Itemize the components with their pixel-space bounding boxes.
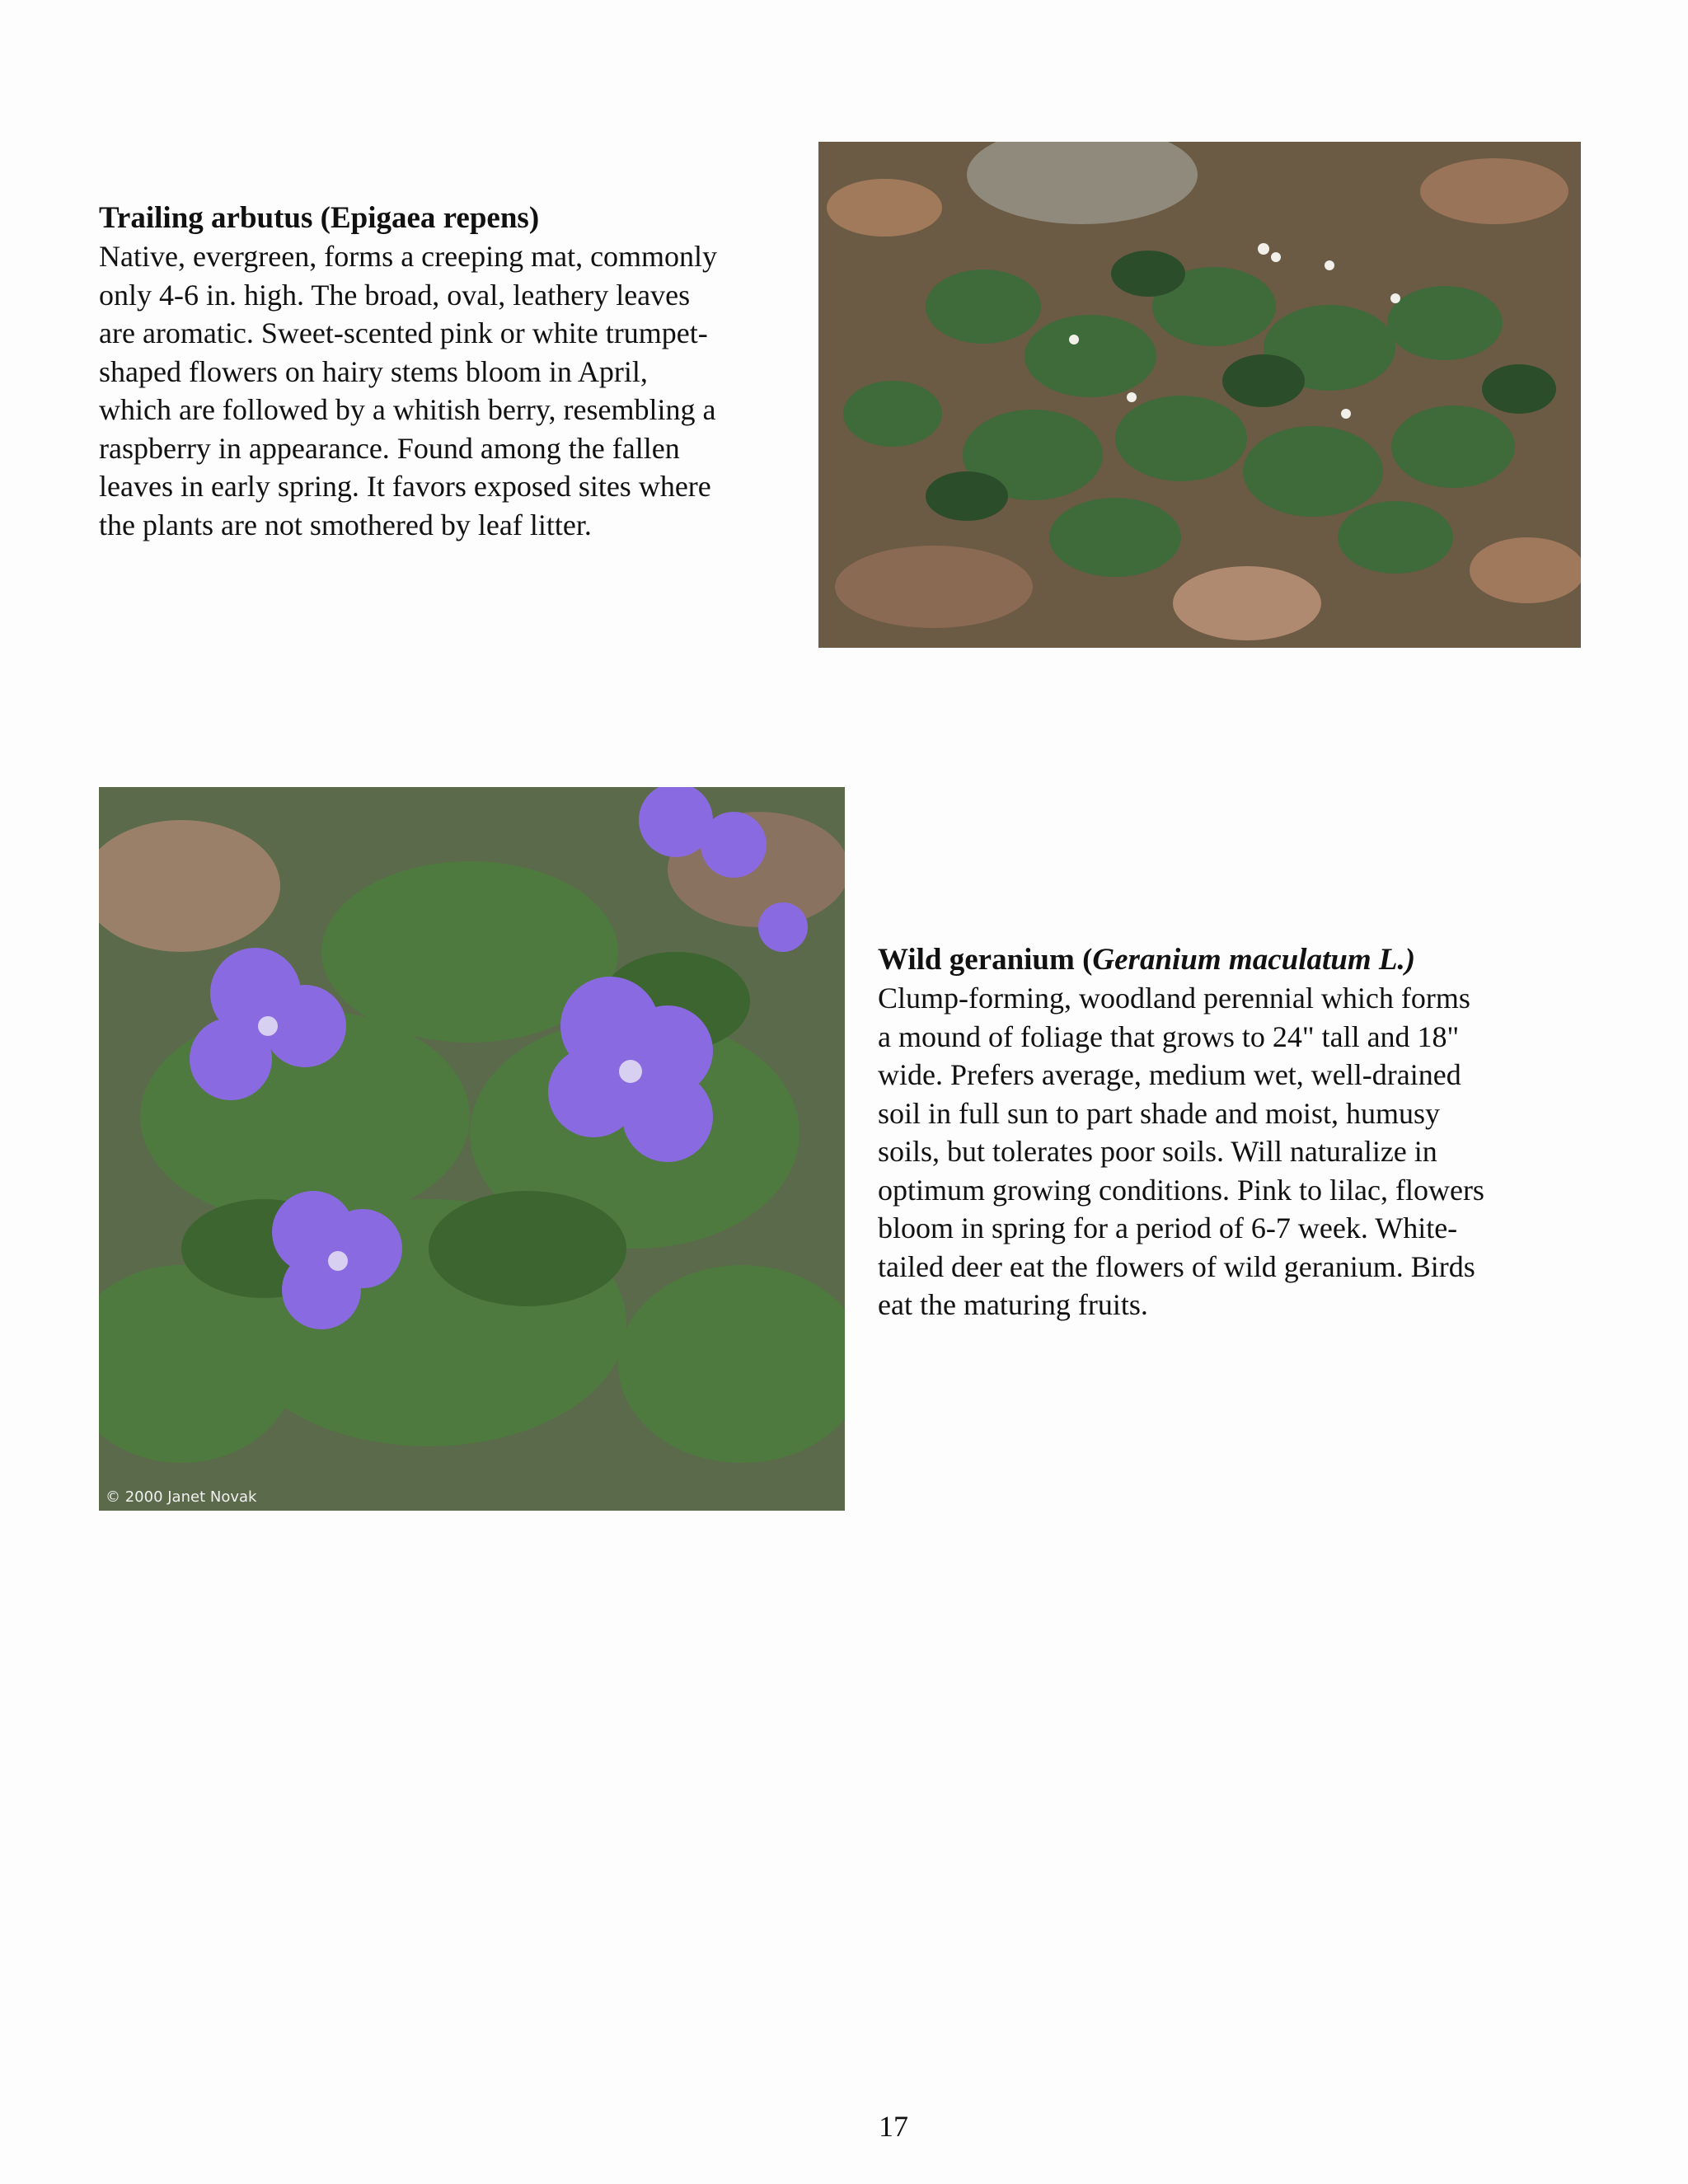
entry-title: Trailing arbutus (Epigaea repens) — [99, 201, 540, 235]
trailing-arbutus-photo — [818, 142, 1581, 648]
description-line: Native, evergreen, forms a creeping mat, commonly — [99, 240, 718, 273]
description-line: leaves in early spring. It favors exposed sites where — [99, 470, 711, 503]
entry-title-common: Wild geranium ( — [878, 943, 1093, 977]
entry-wild-geranium — [878, 941, 1587, 1324]
entry-trailing-arbutus — [99, 199, 799, 544]
description-line: only 4-6 in. high. The broad, oval, leathery leaves — [99, 278, 691, 312]
description-line: soils, but tolerates poor soils. Will naturalize in — [878, 1135, 1437, 1168]
description-line: eat the maturing fruits. — [878, 1288, 1148, 1321]
photo-credit: © 2000 Janet Novak — [106, 1488, 257, 1506]
page-number: 17 — [879, 2110, 908, 2143]
entry-description — [99, 237, 799, 544]
entry-title-scientific: Geranium maculatum L.) — [1092, 943, 1416, 977]
description-line: wide. Prefers average, medium wet, well-drained — [878, 1058, 1461, 1091]
description-line: are aromatic. Sweet-scented pink or white trumpet- — [99, 316, 708, 349]
description-line: the plants are not smothered by leaf litter. — [99, 508, 592, 541]
description-line: which are followed by a whitish berry, resembling a — [99, 393, 716, 426]
entry-title — [878, 941, 1587, 979]
description-line: soil in full sun to part shade and moist, humusy — [878, 1096, 1440, 1130]
description-line: raspberry in appearance. Found among the fallen — [99, 431, 680, 465]
photo-graphic — [99, 787, 845, 1511]
entry-description — [878, 979, 1587, 1324]
photo-graphic — [818, 142, 1581, 648]
description-line: shaped flowers on hairy stems bloom in April, — [99, 354, 648, 388]
wild-geranium-photo — [99, 787, 845, 1511]
description-line: Clump-forming, woodland perennial which forms — [878, 982, 1470, 1015]
description-line: a mound of foliage that grows to 24" tall and 18" — [878, 1019, 1460, 1053]
description-line: bloom in spring for a period of 6-7 week. White- — [878, 1212, 1458, 1244]
description-line: optimum growing conditions. Pink to lilac, flowers — [878, 1173, 1484, 1207]
description-line: tailed deer eat the flowers of wild geranium. Birds — [878, 1249, 1475, 1283]
